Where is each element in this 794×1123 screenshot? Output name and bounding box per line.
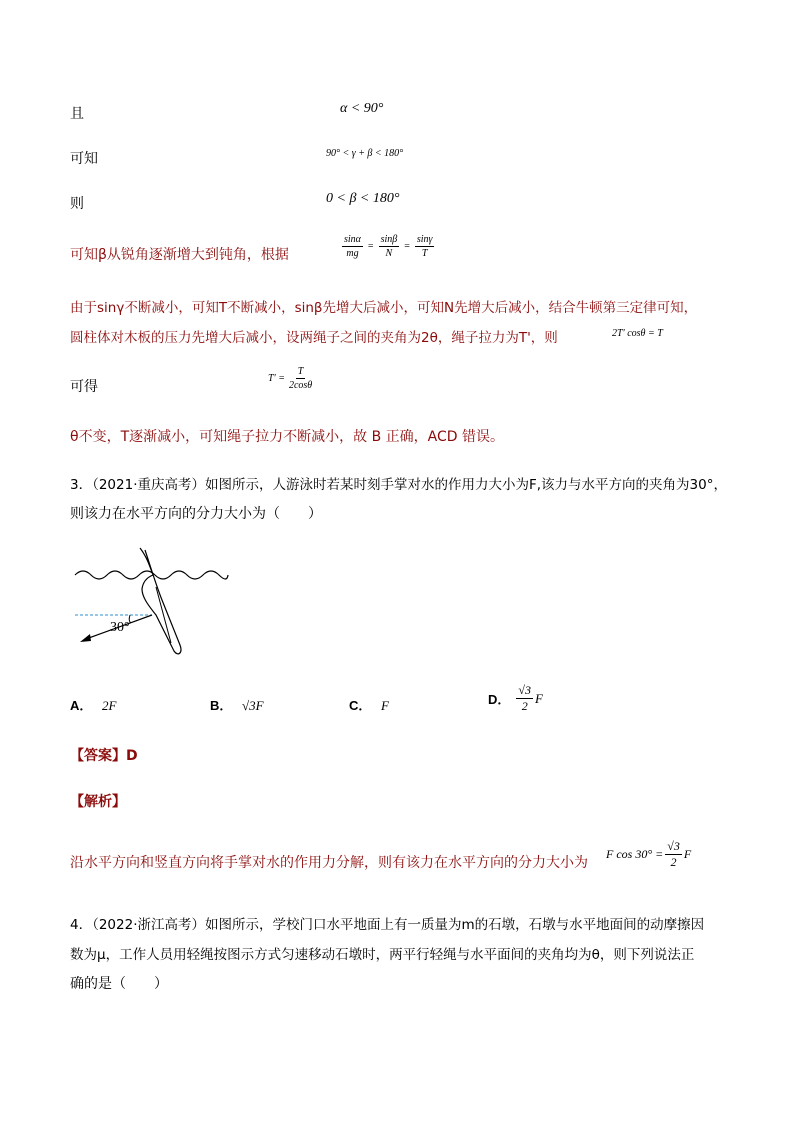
- line-5-text: 由于sinγ不断减小，可知T不断减小，sinβ先增大后减小，可知N先增大后减小，结合牛顿第三定律可知，: [70, 300, 698, 316]
- analysis-formula: [606, 840, 691, 869]
- line-2-label: 可知: [70, 151, 98, 167]
- line-3-formula: 0 < β < 180°: [326, 191, 400, 206]
- tension-den: 2cosθ: [288, 380, 313, 391]
- analysis-formula-tail: F: [683, 847, 692, 862]
- frac-3-den: T: [421, 248, 428, 259]
- frac-2-den: N: [385, 248, 393, 259]
- analysis-formula-num: √3: [665, 840, 682, 855]
- line-6-formula: 2T' cosθ = T: [612, 328, 663, 339]
- line-1-formula: α < 90°: [340, 101, 384, 116]
- frac-1-den: mg: [346, 248, 359, 259]
- option-d-den: 2: [521, 699, 528, 714]
- answer-label: 【答案】D: [70, 748, 138, 764]
- q4-line-3: 确的是（ ）: [70, 976, 168, 992]
- force-arrowhead: [80, 634, 91, 642]
- q4-line-2: 数为μ，工作人员用轻绳按图示方式匀速移动石墩时，两平行轻绳与水平面间的夹角均为θ，则下列说法正: [70, 947, 695, 963]
- frac-1-num: sinα: [344, 234, 361, 245]
- finger-line: [156, 587, 171, 643]
- option-b-value: √3F: [242, 698, 264, 713]
- option-a-key: A．: [70, 698, 93, 713]
- analysis-text: 沿水平方向和竖直方向将手掌对水的作用力分解，则有该力在水平方向的分力大小为: [70, 855, 588, 871]
- q3-line-2: 则该力在水平方向的分力大小为（ ）: [70, 506, 322, 522]
- tension-num: T: [297, 366, 304, 377]
- option-c-key: C．: [349, 698, 372, 713]
- tension-formula: [268, 366, 316, 391]
- q3-line-1: 3．（2021·重庆高考）如图所示，人游泳时若某时刻手掌对水的作用力大小为F,该力与水平方向的夹角为30°，: [70, 477, 727, 493]
- option-d-key: D．: [488, 692, 511, 708]
- analysis-formula-lhs: F cos 30° =: [606, 847, 664, 862]
- line-1-label: 且: [70, 106, 84, 122]
- analysis-label: 【解析】: [70, 794, 126, 810]
- line-3-label: 则: [70, 196, 84, 212]
- swimming-hand-figure: [70, 545, 235, 665]
- line-8-text: θ不变，T逐渐减小，可知绳子拉力不断减小，故 B 正确，ACD 错误。: [70, 429, 504, 445]
- line-2-formula: 90° < γ + β < 180°: [326, 148, 404, 159]
- option-c[interactable]: [349, 695, 389, 714]
- option-d[interactable]: [488, 684, 543, 713]
- line-4-text: 可知β从锐角逐渐增大到钝角，根据: [70, 247, 289, 263]
- line-7-label: 可得: [70, 379, 98, 395]
- option-d-tail: F: [534, 690, 543, 706]
- line-6-text: 圆柱体对木板的压力先增大后减小，设两绳子之间的夹角为2θ，绳子拉力为T'，则: [70, 330, 558, 346]
- option-a[interactable]: [70, 695, 116, 714]
- option-d-num: √3: [516, 684, 533, 699]
- option-a-value: 2F: [102, 698, 117, 713]
- analysis-formula-den: 2: [670, 855, 677, 870]
- option-b[interactable]: [210, 695, 264, 714]
- frac-2-num: sinβ: [380, 234, 398, 245]
- frac-3-num: sinγ: [416, 234, 433, 245]
- q4-line-1: 4．（2022·浙江高考）如图所示，学校门口水平地面上有一质量为m的石墩，石墩与水平地面间的动摩擦因: [70, 917, 705, 933]
- figure-angle-label: 30°: [110, 620, 130, 635]
- tension-lhs: T' =: [268, 373, 285, 384]
- option-c-value: F: [381, 698, 389, 713]
- arm-outline: [140, 548, 181, 654]
- sine-law-formula: $\frac{\sin\alpha}{mg}$ = $\frac{\sin\beta}{N}$ = $\frac{\sin\gamma}{T}$: [344, 234, 433, 259]
- option-b-key: B．: [210, 698, 233, 713]
